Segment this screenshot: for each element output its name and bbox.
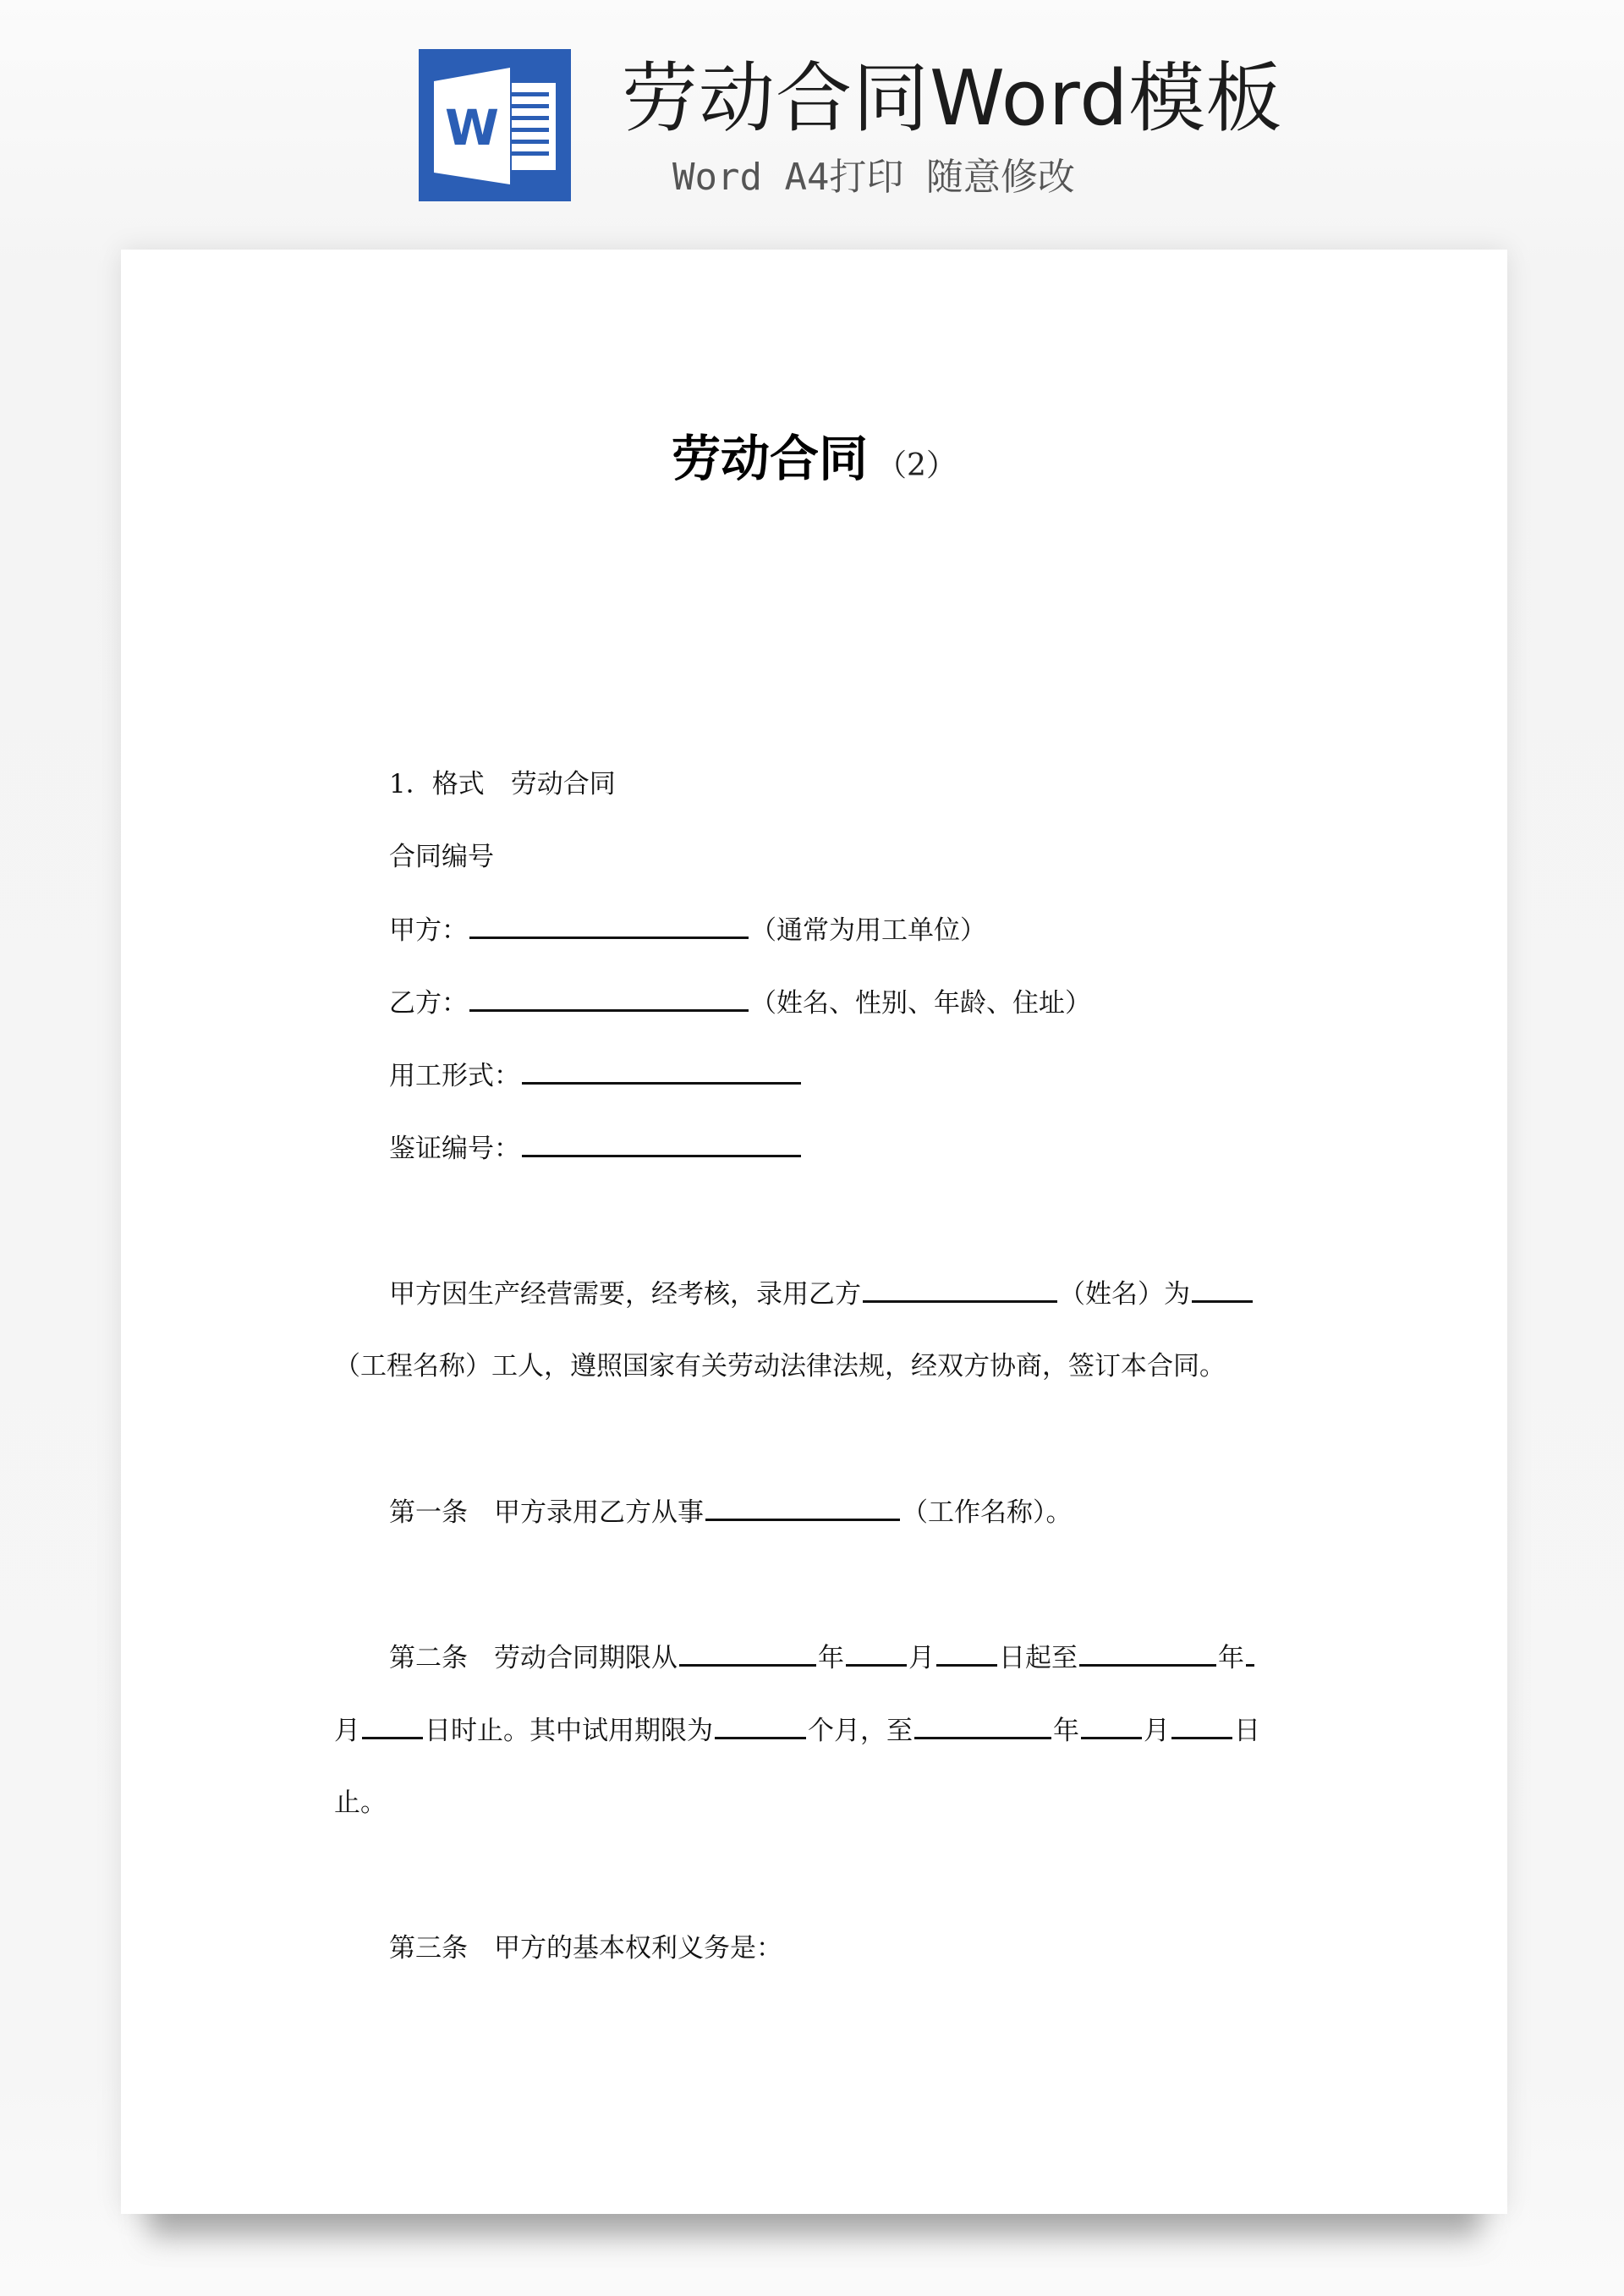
article-1 <box>389 1493 1073 1531</box>
article-2-line-2 <box>334 1711 1260 1749</box>
party-b-row <box>389 984 1091 1022</box>
employment-form-row <box>389 1057 803 1095</box>
document-title-text: 劳动合同 <box>672 430 869 487</box>
document-title-suffix: （2） <box>876 448 957 483</box>
intro-text-1: 甲方因生产经营需要，经考核，录用乙方 <box>389 1279 861 1310</box>
banner-title: 劳动合同Word模板 <box>622 54 1283 143</box>
month-label-2: 月 <box>334 1716 360 1746</box>
article-1-suffix: （工作名称）。 <box>902 1497 1073 1528</box>
year-label-3: 年 <box>1053 1716 1079 1746</box>
section-heading: 1．格式 劳动合同 <box>389 769 616 799</box>
document-title <box>121 419 1507 490</box>
party-a-blank[interactable] <box>469 911 749 939</box>
article-2-line-1 <box>389 1639 1256 1677</box>
intro-line-1 <box>389 1275 1254 1313</box>
party-a-hint: （通常为用工单位） <box>750 915 986 946</box>
months-label: 个月，至 <box>808 1716 913 1746</box>
end-year-blank[interactable] <box>1079 1639 1216 1667</box>
article-2-text: 第二条 劳动合同期限从 <box>389 1643 678 1673</box>
word-icon <box>419 49 571 201</box>
probation-end-day-blank[interactable] <box>1171 1711 1232 1739</box>
probation-end-year-blank[interactable] <box>914 1711 1051 1739</box>
year-label: 年 <box>818 1643 844 1673</box>
day-from-label: 日起至 <box>999 1643 1078 1673</box>
template-banner <box>0 0 1624 228</box>
end-month-blank-start[interactable] <box>1246 1639 1254 1667</box>
probation-months-blank[interactable] <box>715 1711 806 1739</box>
month-label-3: 月 <box>1144 1716 1170 1746</box>
start-year-blank[interactable] <box>679 1639 816 1667</box>
verification-number-row <box>389 1129 803 1167</box>
month-label: 月 <box>908 1643 935 1673</box>
article-2-line-3: 止。 <box>334 1788 387 1818</box>
probation-text: 日时止。其中试用期限为 <box>425 1716 713 1746</box>
intro-text-2: （姓名）为 <box>1059 1279 1190 1310</box>
contract-number-label: 合同编号 <box>389 842 494 872</box>
party-a-row <box>389 911 986 949</box>
banner-subtitle: Word A4打印 随意修改 <box>672 156 1075 199</box>
employment-form-blank[interactable] <box>522 1057 801 1085</box>
start-month-blank[interactable] <box>846 1639 907 1667</box>
probation-end-month-blank[interactable] <box>1081 1711 1142 1739</box>
job-title-blank[interactable] <box>705 1493 900 1521</box>
day-label-3: 日 <box>1234 1716 1260 1746</box>
article-1-text: 第一条 甲方录用乙方从事 <box>389 1497 704 1528</box>
employee-name-blank[interactable] <box>863 1275 1057 1303</box>
verification-number-label: 鉴证编号： <box>389 1134 520 1164</box>
party-a-label: 甲方： <box>389 915 468 946</box>
party-b-hint: （姓名、性别、年龄、住址） <box>750 988 1091 1019</box>
end-day-blank[interactable] <box>362 1711 423 1739</box>
verification-number-blank[interactable] <box>522 1129 801 1157</box>
intro-line-2: （工程名称）工人，遵照国家有关劳动法律法规，经双方协商，签订本合同。 <box>334 1351 1226 1381</box>
party-b-blank[interactable] <box>469 984 749 1012</box>
start-day-blank[interactable] <box>936 1639 997 1667</box>
article-3: 第三条 甲方的基本权利义务是： <box>389 1933 782 1964</box>
year-label-2: 年 <box>1218 1643 1244 1673</box>
document-page <box>121 250 1507 2214</box>
party-b-label: 乙方： <box>389 988 468 1019</box>
svg-text:W: W <box>445 99 499 157</box>
employment-form-label: 用工形式： <box>389 1061 520 1091</box>
project-name-blank[interactable] <box>1192 1275 1253 1303</box>
